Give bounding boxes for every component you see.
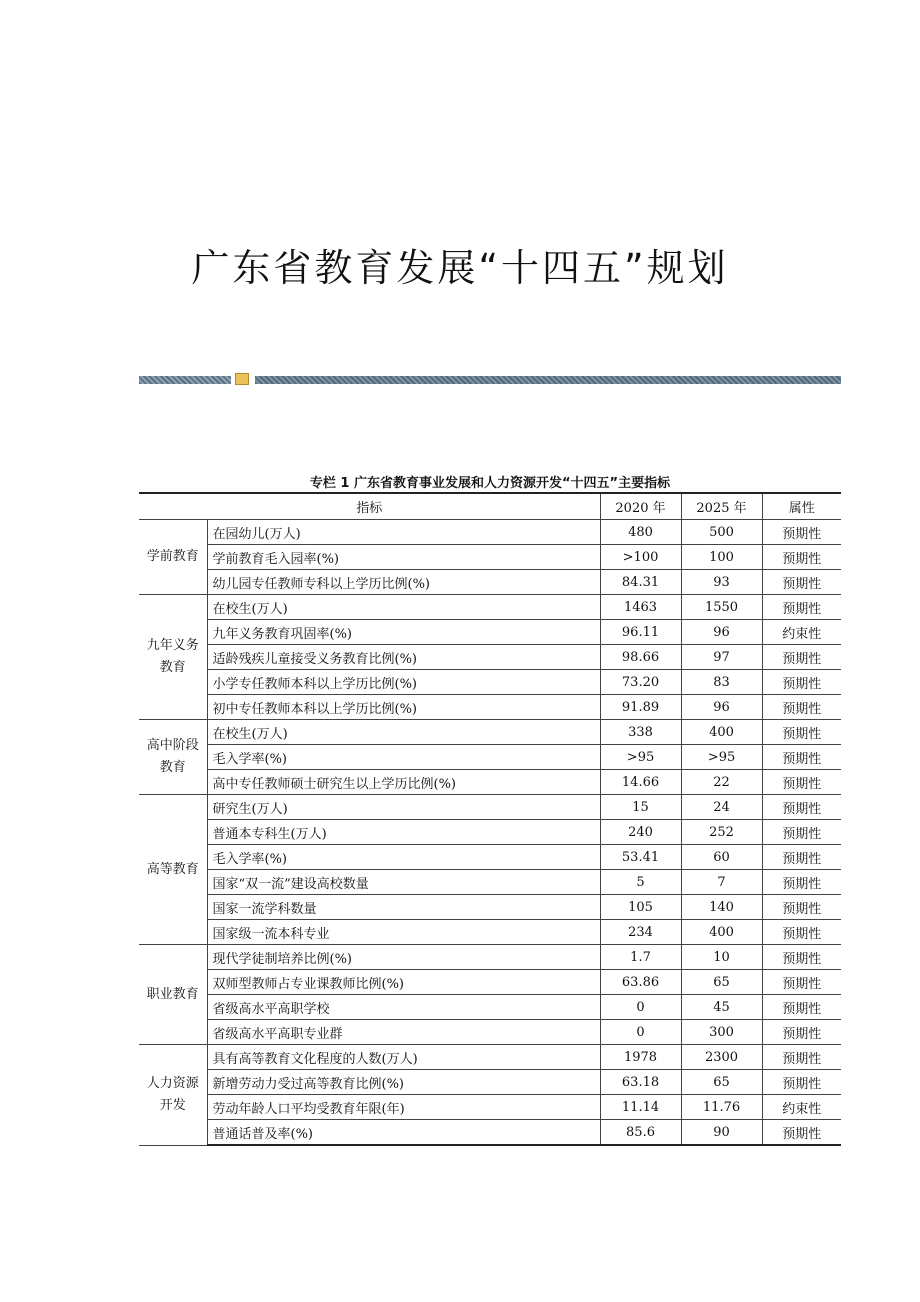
- indicator-cell: 现代学徒制培养比例(%): [207, 945, 600, 970]
- value-2025-cell: >95: [681, 745, 762, 770]
- value-2025-cell: 90: [681, 1120, 762, 1146]
- table-row: [139, 695, 841, 720]
- attribute-cell: 预期性: [762, 970, 841, 995]
- value-2020-cell: 5: [600, 870, 681, 895]
- value-2025-cell: 2300: [681, 1045, 762, 1070]
- attribute-cell: 预期性: [762, 1070, 841, 1095]
- value-2025-cell: 7: [681, 870, 762, 895]
- category-cell: 人力资源开发: [139, 1045, 207, 1146]
- indicator-cell: 国家“双一流”建设高校数量: [207, 870, 600, 895]
- value-2025-cell: 400: [681, 920, 762, 945]
- indicator-cell: 在校生(万人): [207, 595, 600, 620]
- table-row: [139, 1120, 841, 1146]
- table-row: [139, 1020, 841, 1045]
- table-row: [139, 820, 841, 845]
- attribute-cell: 预期性: [762, 720, 841, 745]
- attribute-cell: 预期性: [762, 895, 841, 920]
- header-2025: 2025 年: [681, 493, 762, 520]
- value-2020-cell: >100: [600, 545, 681, 570]
- table-row: [139, 1095, 841, 1120]
- attribute-cell: 预期性: [762, 795, 841, 820]
- value-2025-cell: 252: [681, 820, 762, 845]
- value-2020-cell: 14.66: [600, 770, 681, 795]
- category-cell: 九年义务教育: [139, 595, 207, 720]
- value-2020-cell: 1463: [600, 595, 681, 620]
- value-2020-cell: 63.18: [600, 1070, 681, 1095]
- value-2020-cell: 91.89: [600, 695, 681, 720]
- attribute-cell: 预期性: [762, 995, 841, 1020]
- value-2025-cell: 45: [681, 995, 762, 1020]
- header-2020: 2020 年: [600, 493, 681, 520]
- value-2025-cell: 65: [681, 970, 762, 995]
- indicator-cell: 省级高水平高职专业群: [207, 1020, 600, 1045]
- attribute-cell: 预期性: [762, 945, 841, 970]
- value-2025-cell: 83: [681, 670, 762, 695]
- table-header-row: [139, 493, 841, 520]
- category-cell: 高中阶段教育: [139, 720, 207, 795]
- table-row: [139, 795, 841, 820]
- value-2025-cell: 400: [681, 720, 762, 745]
- attribute-cell: 预期性: [762, 570, 841, 595]
- value-2020-cell: 98.66: [600, 645, 681, 670]
- value-2025-cell: 93: [681, 570, 762, 595]
- value-2025-cell: 140: [681, 895, 762, 920]
- table-caption: 专栏 1 广东省教育事业发展和人力资源开发“十四五”主要指标: [309, 476, 671, 491]
- category-cell: 职业教育: [139, 945, 207, 1045]
- decorative-divider-left: [139, 376, 231, 384]
- value-2020-cell: 0: [600, 995, 681, 1020]
- value-2025-cell: 96: [681, 620, 762, 645]
- table-row: [139, 870, 841, 895]
- value-2025-cell: 65: [681, 1070, 762, 1095]
- value-2020-cell: 63.86: [600, 970, 681, 995]
- attribute-cell: 预期性: [762, 595, 841, 620]
- value-2020-cell: 234: [600, 920, 681, 945]
- value-2020-cell: 73.20: [600, 670, 681, 695]
- table-row: [139, 745, 841, 770]
- value-2020-cell: 11.14: [600, 1095, 681, 1120]
- indicator-cell: 双师型教师占专业课教师比例(%): [207, 970, 600, 995]
- table-row: [139, 570, 841, 595]
- value-2025-cell: 97: [681, 645, 762, 670]
- value-2020-cell: 53.41: [600, 845, 681, 870]
- value-2025-cell: 100: [681, 545, 762, 570]
- value-2020-cell: 480: [600, 520, 681, 545]
- attribute-cell: 约束性: [762, 1095, 841, 1120]
- table-row: [139, 595, 841, 620]
- attribute-cell: 预期性: [762, 1020, 841, 1045]
- page-title: 广东省教育发展“十四五”规划: [191, 246, 729, 291]
- value-2025-cell: 22: [681, 770, 762, 795]
- table-row: [139, 645, 841, 670]
- table-row: [139, 620, 841, 645]
- indicator-cell: 幼儿园专任教师专科以上学历比例(%): [207, 570, 600, 595]
- table-row: [139, 1070, 841, 1095]
- attribute-cell: 预期性: [762, 920, 841, 945]
- indicator-cell: 研究生(万人): [207, 795, 600, 820]
- value-2020-cell: 15: [600, 795, 681, 820]
- indicator-cell: 国家级一流本科专业: [207, 920, 600, 945]
- envelope-icon: [235, 373, 249, 385]
- indicator-cell: 普通本专科生(万人): [207, 820, 600, 845]
- table-row: [139, 720, 841, 745]
- indicator-cell: 毛入学率(%): [207, 845, 600, 870]
- header-indicator: 指标: [139, 493, 600, 520]
- value-2025-cell: 24: [681, 795, 762, 820]
- value-2020-cell: 1.7: [600, 945, 681, 970]
- attribute-cell: 预期性: [762, 870, 841, 895]
- attribute-cell: 预期性: [762, 545, 841, 570]
- value-2025-cell: 10: [681, 945, 762, 970]
- indicators-table: [139, 492, 841, 1146]
- category-cell: 学前教育: [139, 520, 207, 595]
- table-body: [139, 520, 841, 1146]
- table-row: [139, 670, 841, 695]
- table-row: [139, 995, 841, 1020]
- attribute-cell: 预期性: [762, 845, 841, 870]
- attribute-cell: 预期性: [762, 695, 841, 720]
- indicator-cell: 普通话普及率(%): [207, 1120, 600, 1146]
- attribute-cell: 约束性: [762, 620, 841, 645]
- indicator-cell: 在校生(万人): [207, 720, 600, 745]
- attribute-cell: 预期性: [762, 770, 841, 795]
- value-2020-cell: >95: [600, 745, 681, 770]
- value-2020-cell: 84.31: [600, 570, 681, 595]
- indicator-cell: 适龄残疾儿童接受义务教育比例(%): [207, 645, 600, 670]
- value-2020-cell: 96.11: [600, 620, 681, 645]
- category-cell: 高等教育: [139, 795, 207, 945]
- indicator-cell: 省级高水平高职学校: [207, 995, 600, 1020]
- indicator-cell: 九年义务教育巩固率(%): [207, 620, 600, 645]
- header-attribute: 属性: [762, 493, 841, 520]
- indicator-cell: 学前教育毛入园率(%): [207, 545, 600, 570]
- value-2020-cell: 0: [600, 1020, 681, 1045]
- attribute-cell: 预期性: [762, 820, 841, 845]
- table-row: [139, 1045, 841, 1070]
- attribute-cell: 预期性: [762, 1120, 841, 1146]
- indicator-cell: 具有高等教育文化程度的人数(万人): [207, 1045, 600, 1070]
- value-2025-cell: 300: [681, 1020, 762, 1045]
- indicator-cell: 初中专任教师本科以上学历比例(%): [207, 695, 600, 720]
- table-row: [139, 895, 841, 920]
- table-row: [139, 920, 841, 945]
- indicator-cell: 小学专任教师本科以上学历比例(%): [207, 670, 600, 695]
- table-row: [139, 520, 841, 545]
- value-2025-cell: 11.76: [681, 1095, 762, 1120]
- value-2025-cell: 1550: [681, 595, 762, 620]
- value-2020-cell: 105: [600, 895, 681, 920]
- indicator-cell: 国家一流学科数量: [207, 895, 600, 920]
- attribute-cell: 预期性: [762, 520, 841, 545]
- attribute-cell: 预期性: [762, 745, 841, 770]
- table-row: [139, 845, 841, 870]
- attribute-cell: 预期性: [762, 670, 841, 695]
- decorative-divider-right: [255, 376, 841, 384]
- table-row: [139, 970, 841, 995]
- value-2020-cell: 1978: [600, 1045, 681, 1070]
- table-row: [139, 545, 841, 570]
- value-2020-cell: 85.6: [600, 1120, 681, 1146]
- attribute-cell: 预期性: [762, 1045, 841, 1070]
- value-2020-cell: 240: [600, 820, 681, 845]
- table-row: [139, 945, 841, 970]
- table-row: [139, 770, 841, 795]
- value-2020-cell: 338: [600, 720, 681, 745]
- indicator-cell: 在园幼儿(万人): [207, 520, 600, 545]
- indicator-cell: 高中专任教师硕士研究生以上学历比例(%): [207, 770, 600, 795]
- value-2025-cell: 60: [681, 845, 762, 870]
- attribute-cell: 预期性: [762, 645, 841, 670]
- indicator-cell: 毛入学率(%): [207, 745, 600, 770]
- indicator-cell: 劳动年龄人口平均受教育年限(年): [207, 1095, 600, 1120]
- value-2025-cell: 96: [681, 695, 762, 720]
- indicator-cell: 新增劳动力受过高等教育比例(%): [207, 1070, 600, 1095]
- value-2025-cell: 500: [681, 520, 762, 545]
